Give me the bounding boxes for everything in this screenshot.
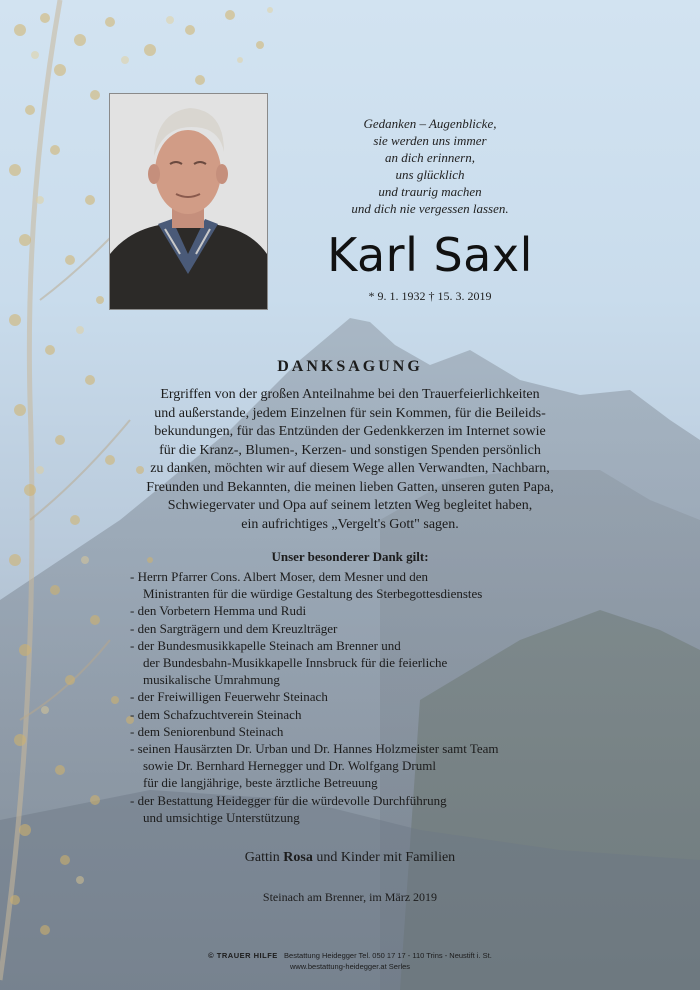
deceased-name: Karl Saxl [327,228,533,282]
poem-line: uns glücklich [395,167,465,182]
list-item: - seinen Hausärzten Dr. Urban und Dr. Hannes Holzmeister samt Team [130,741,499,757]
list-item: - dem Schafzuchtverein Steinach [130,706,302,722]
family-suffix: und Kinder mit Familien [312,850,456,865]
list-item-continuation: musikalische Umrahmung [143,672,280,688]
footer [0,950,700,972]
poem-line: sie werden uns immer [373,133,487,148]
footer-contact: Bestattung Heidegger Tel. 050 17 17 - 110 Trins - Neustift i. St. [284,951,492,960]
list-item-continuation: der Bundesbahn-Musikkapelle Innsbruck für die feierliche [143,655,448,671]
text-line: Schwiegervater und Opa auf seinem letzten Weg begleitet haben, [167,498,533,513]
poem-line: und dich nie vergessen lassen. [351,201,509,216]
poem-line: Gedanken – Augenblicke, [363,116,497,131]
life-dates: * 9. 1. 1932 † 15. 3. 2019 [368,289,492,303]
list-item-continuation: für die langjährige, beste ärztliche Betreuung [143,775,378,791]
special-thanks-list [130,568,600,826]
list-item: - Herrn Pfarrer Cons. Albert Moser, dem Mesner und den [130,569,429,584]
poem-line: und traurig machen [378,184,482,199]
place-date: Steinach am Brenner, im März 2019 [262,890,438,904]
memorial-poem [330,115,530,217]
text-line: Freunden und Bekannten, die meinen lieben Gatten, unseren guten Papa, [146,479,554,495]
footer-line-1 [0,950,700,961]
text-line: bekundungen, für das Entzünden der Gedenkkerzen im Internet sowie [154,424,546,439]
list-item: - der Bundesmusikkapelle Steinach am Brenner und [130,637,401,653]
list-item: - der Bestattung Heidegger für die würdevolle Durchführung [130,792,447,808]
text-line: Ergriffen von der großen Anteilnahme bei den Trauerfeierlichkeiten [160,387,540,402]
footer-website: www.bestattung-heidegger.at Serles [289,962,411,971]
list-item-continuation: Ministranten für die würdige Gestaltung des Sterbegottesdienstes [143,586,483,602]
text-line: und außerstande, jedem Einzelnen für sein Kommen, für die Beileids- [154,405,546,421]
list-item: - den Sargträgern und dem Kreuzlträger [130,620,338,636]
text-line: ein aufrichtiges „Vergelt's Gott" sagen. [241,516,459,532]
trauerhilfe-logo: © TRAUER HILFE [208,951,278,960]
list-item-continuation: sowie Dr. Bernhard Hernegger und Dr. Wolfgang Druml [143,758,436,774]
text-line: zu danken, möchten wir auf diesem Wege allen Verwandten, Nachbarn, [150,461,550,476]
list-item: - dem Seniorenbund Steinach [130,723,284,739]
text-line: für die Kranz-, Blumen-, Kerzen- und sonstigen Spenden persönlich [159,442,541,458]
portrait-photo [109,93,268,310]
poem-line: an dich erinnern, [385,150,475,165]
list-item: - den Vorbetern Hemma und Rudi [130,603,307,619]
list-item: - der Freiwilligen Feuerwehr Steinach [130,689,328,705]
family-prefix: Gattin [244,850,284,865]
thank-you-text [80,386,620,534]
wife-name: Rosa [283,850,313,865]
family-signature [0,850,700,866]
special-thanks-heading: Unser besonderer Dank gilt: [271,549,429,564]
page-title: DANKSAGUNG [277,358,423,375]
list-item-continuation: und umsichtige Unterstützung [143,809,300,825]
